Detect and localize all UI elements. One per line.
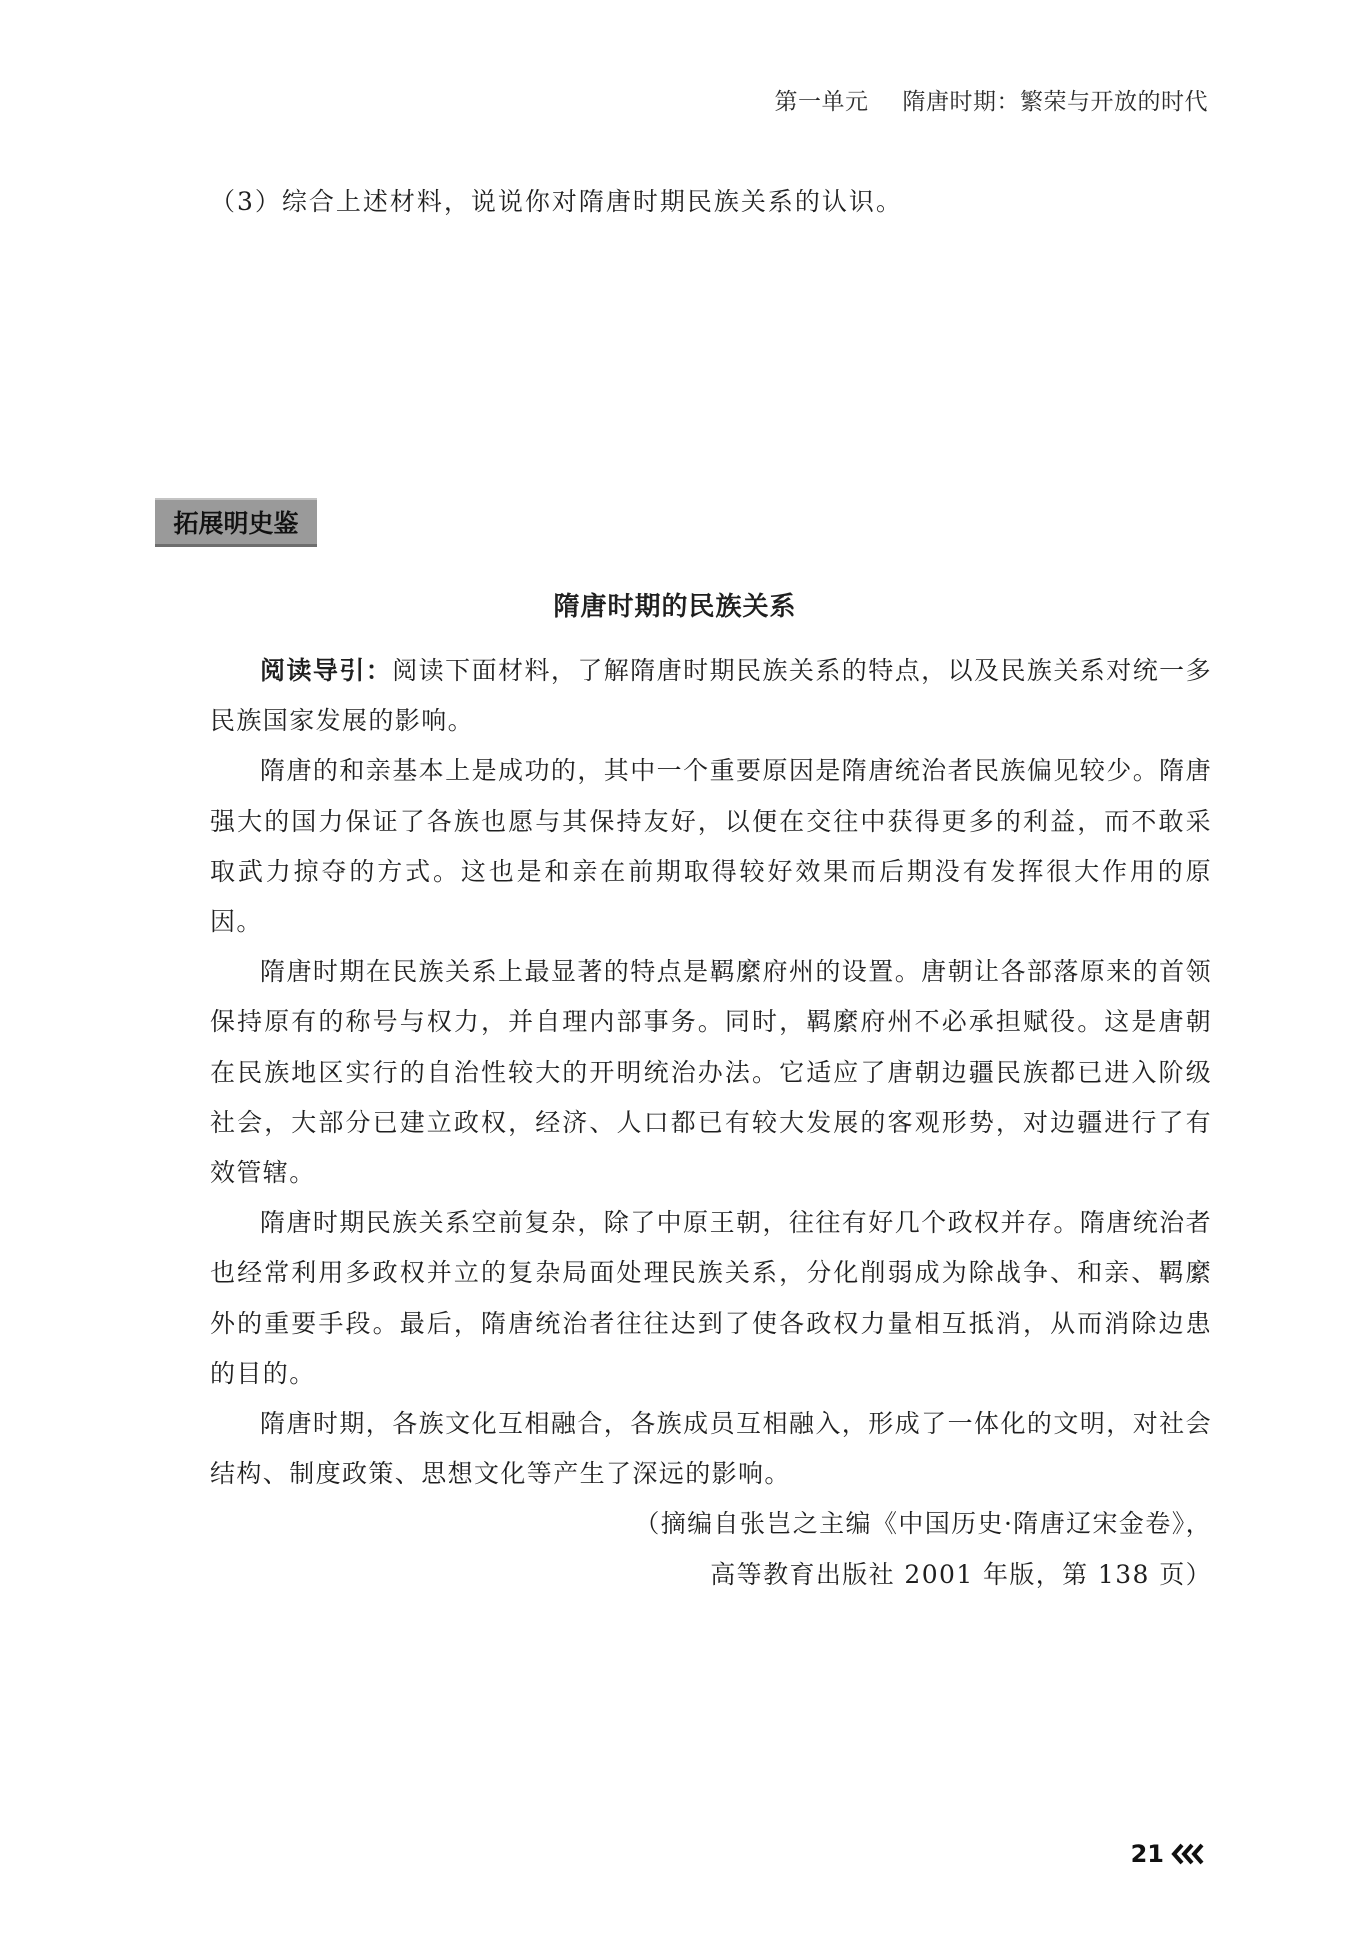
unit-title: 隋唐时期：繁荣与开放的时代 xyxy=(902,89,1208,115)
triple-chevron-left-icon xyxy=(1170,1842,1206,1866)
unit-label: 第一单元 xyxy=(774,89,869,115)
article-body xyxy=(210,646,1212,1600)
question-text: （3）综合上述材料，说说你对隋唐时期民族关系的认识。 xyxy=(210,187,903,216)
source-citation xyxy=(210,1499,1212,1599)
page-number: 21 xyxy=(1130,1840,1164,1868)
reading-guide-label: 阅读导引： xyxy=(260,656,393,685)
source-citation-line: 高等教育出版社 2001 年版，第 138 页） xyxy=(710,1559,1212,1589)
page-footer xyxy=(1131,1840,1206,1868)
reading-guide-text: 阅读下面材料，了解隋唐时期民族关系的特点，以及民族关系对统一多民族国家发展的影响。 xyxy=(210,656,1212,736)
article-paragraph: 隋唐的和亲基本上是成功的，其中一个重要原因是隋唐统治者民族偏见较少。隋唐强大的国力保证了各族也愿与其保持友好，以便在交往中获得更多的利益，而不敢采取武力掠夺的方式。这也是和亲在前期取得较好效果而后期没有发挥很大作用的原因。 xyxy=(210,756,1212,937)
article-paragraph: 隋唐时期，各族文化互相融合，各族成员互相融入，形成了一体化的文明，对社会结构、制度政策、思想文化等产生了深远的影响。 xyxy=(210,1409,1212,1489)
article-paragraph: 隋唐时期民族关系空前复杂，除了中原王朝，往往有好几个政权并存。隋唐统治者也经常利用多政权并立的复杂局面处理民族关系，分化削弱成为除战争、和亲、羁縻外的重要手段。最后，隋唐统治者往往达到了使各政权力量相互抵消，从而消除边患的目的。 xyxy=(210,1208,1212,1388)
reading-guide xyxy=(210,646,1212,746)
article-paragraph: 隋唐时期在民族关系上最显著的特点是羁縻府州的设置。唐朝让各部落原来的首领保持原有的称号与权力，并自理内部事务。同时，羁縻府州不必承担赋役。这是唐朝在民族地区实行的自治性较大的开明统治办法。它适应了唐朝边疆民族都已进入阶级社会，大部分已建立政权，经济、人口都已有较大发展的客观形势，对边疆进行了有效管辖。 xyxy=(210,957,1212,1188)
source-citation-line: （摘编自张岂之主编《中国历史·隋唐辽宋金卷》， xyxy=(634,1509,1212,1539)
running-header xyxy=(775,83,1209,116)
article-title: 隋唐时期的民族关系 xyxy=(553,592,797,622)
section-tag: 拓展明史鉴 xyxy=(155,498,317,547)
